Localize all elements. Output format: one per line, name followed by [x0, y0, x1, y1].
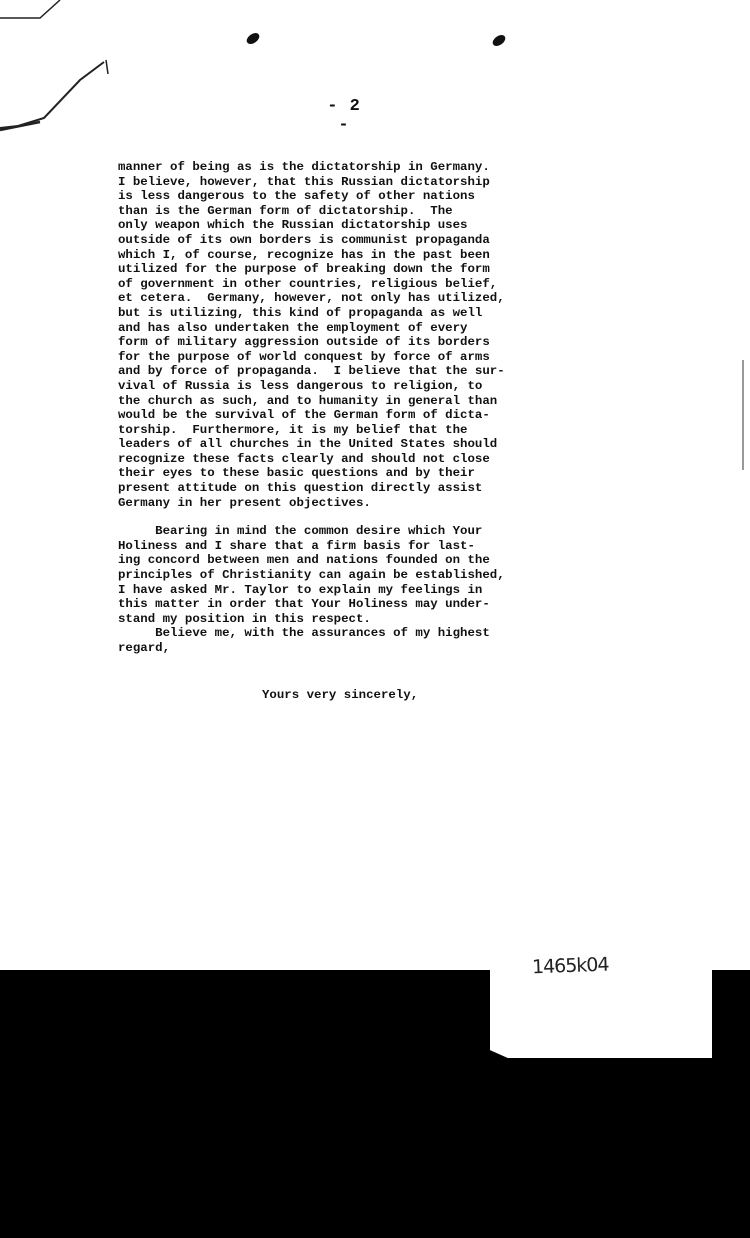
text-line: of government in other countries, religious belief,: [118, 276, 498, 291]
text-line: and has also undertaken the employment of every: [118, 320, 468, 335]
text-line: ing concord between men and nations founded on the: [118, 553, 490, 568]
text-line: which I, of course, recognize has in the past been: [118, 247, 490, 262]
paragraph-2: [118, 524, 598, 655]
text-line: but is utilizing, this kind of propaganda as well: [118, 305, 483, 320]
text-line: would be the survival of the German form of dicta-: [118, 408, 490, 423]
text-line: Bearing in mind the common desire which Your: [118, 524, 483, 539]
edge-mark: [742, 360, 744, 470]
text-line: manner of being as is the dictatorship in Germany.: [118, 160, 490, 174]
text-line: present attitude on this question directly assist: [118, 481, 483, 496]
text-line: form of military aggression outside of its borders: [118, 335, 490, 350]
text-line: for the purpose of world conquest by force of arms: [118, 349, 490, 364]
text-line: the church as such, and to humanity in general than: [118, 393, 498, 408]
text-line: and by force of propaganda. I believe that the sur-: [118, 364, 505, 379]
handwritten-archive-number: 1465k04: [531, 953, 609, 979]
text-line: than is the German form of dictatorship. The: [118, 203, 453, 218]
text-line: stand my position in this respect.: [118, 611, 371, 626]
paragraph-1: [118, 160, 598, 510]
text-line: this matter in order that Your Holiness may under-: [118, 597, 490, 612]
ink-spot: [491, 33, 508, 48]
text-line: Believe me, with the assurances of my highest: [118, 626, 490, 641]
text-line: et cetera. Germany, however, not only has utilized,: [118, 291, 505, 306]
text-line: is less dangerous to the safety of other nations: [118, 189, 475, 204]
corner-fold-mark: [0, 0, 120, 140]
text-line: outside of its own borders is communist propaganda: [118, 232, 490, 247]
text-line: regard,: [118, 641, 171, 655]
text-line: Holiness and I share that a firm basis for last-: [118, 538, 475, 553]
text-line: vival of Russia is less dangerous to religion, to: [118, 378, 483, 393]
ink-spot: [245, 31, 262, 46]
page-number: - 2 -: [327, 97, 361, 135]
text-line: torship. Furthermore, it is my belief that the: [118, 422, 468, 437]
closing-salutation: Yours very sincerely,: [262, 688, 419, 702]
text-line: leaders of all churches in the United States should: [118, 437, 498, 452]
text-line: Germany in her present objectives.: [118, 495, 371, 510]
text-line: their eyes to these basic questions and by their: [118, 466, 475, 481]
text-line: utilized for the purpose of breaking down the form: [118, 262, 490, 277]
text-line: principles of Christianity can again be established,: [118, 568, 505, 583]
text-line: recognize these facts clearly and should not close: [118, 451, 490, 466]
text-line: only weapon which the Russian dictatorship uses: [118, 218, 468, 233]
text-line: I have asked Mr. Taylor to explain my feelings in: [118, 582, 483, 597]
letter-body: [118, 160, 598, 656]
text-line: I believe, however, that this Russian dictatorship: [118, 174, 490, 189]
